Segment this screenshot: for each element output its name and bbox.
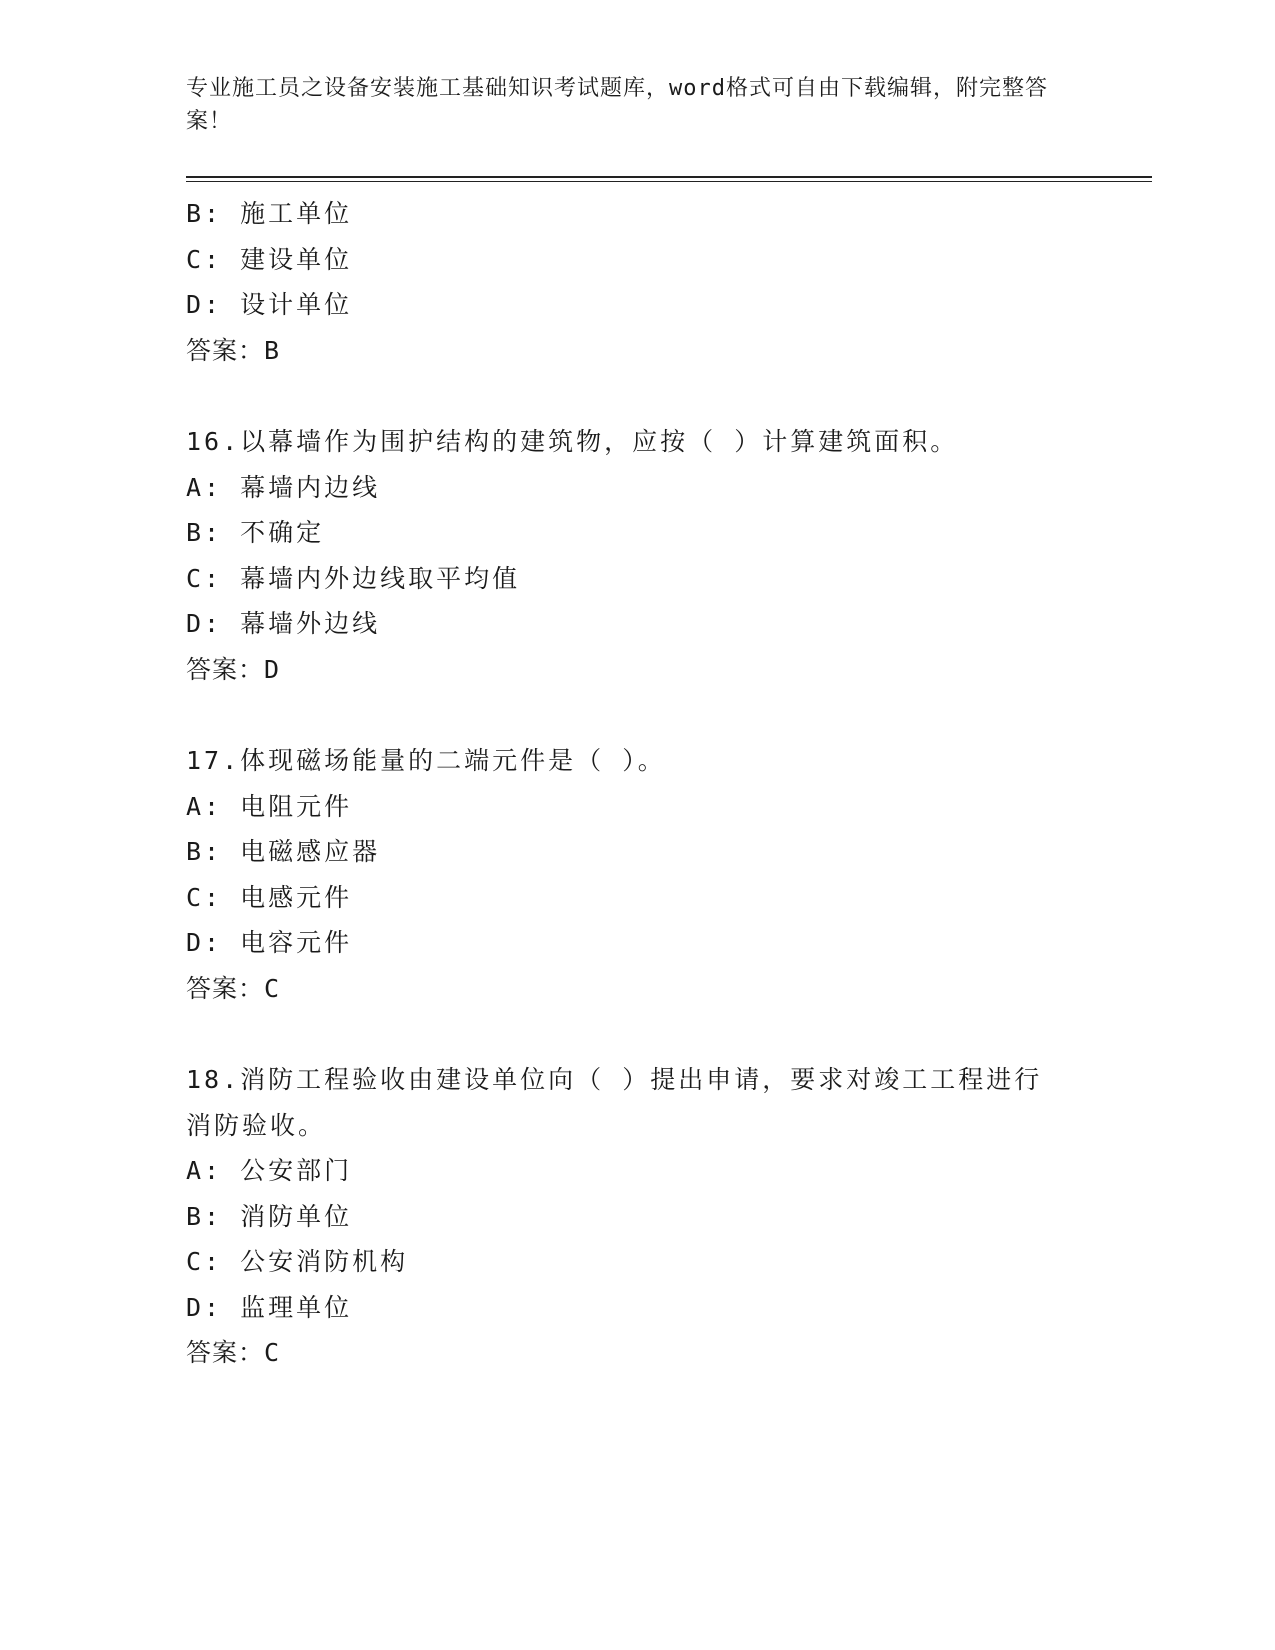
option-d: D: 设计单位 — [186, 290, 353, 319]
answer-line — [186, 328, 1086, 374]
question-stem: 16.以幕墙作为围护结构的建筑物，应按（ ）计算建筑面积。 — [186, 427, 959, 456]
option-c: C: 幕墙内外边线取平均值 — [186, 563, 521, 593]
answer-value: D — [264, 654, 281, 684]
option-b: B: 消防单位 — [186, 1201, 353, 1231]
answer-value: C — [264, 973, 281, 1003]
question-continuation — [186, 191, 1086, 373]
header-divider-thin — [186, 181, 1152, 182]
answer-value: B — [264, 335, 281, 365]
question-stem: 18.消防工程验收由建设单位向（ ）提出申请，要求对竣工工程进行消防验收。 — [186, 1065, 1043, 1140]
header-divider-thick — [186, 176, 1152, 178]
spacer — [186, 692, 1086, 738]
answer-label: 答案： — [186, 335, 265, 365]
spacer — [186, 1011, 1086, 1057]
option-c: C: 建设单位 — [186, 244, 353, 274]
answer-value: C — [264, 1338, 281, 1367]
question-stem: 17.体现磁场能量的二端元件是（ ）。 — [186, 746, 666, 775]
page-header: 专业施工员之设备安装施工基础知识考试题库，word格式可自由下载编辑，附完整答案！ — [186, 76, 1048, 134]
answer-label: 答案： — [186, 973, 265, 1003]
option-c: C: 公安消防机构 — [186, 1247, 409, 1276]
question-17 — [186, 738, 1086, 1011]
option-b: B: 施工单位 — [186, 199, 353, 228]
question-16 — [186, 419, 1086, 692]
answer-line — [186, 966, 1086, 1012]
option-d: D: 电容元件 — [186, 928, 353, 957]
question-list — [186, 191, 1086, 1376]
option-c: C: 电感元件 — [186, 882, 353, 912]
option-b: B: 电磁感应器 — [186, 837, 381, 866]
answer-line — [186, 647, 1086, 693]
option-d: D: 监理单位 — [186, 1292, 353, 1322]
option-b: B: 不确定 — [186, 518, 325, 547]
answer-line — [186, 1330, 1086, 1376]
answer-label: 答案： — [186, 1338, 265, 1367]
spacer — [186, 373, 1086, 419]
question-18 — [186, 1057, 1086, 1376]
answer-label: 答案： — [186, 654, 265, 684]
option-d: D: 幕墙外边线 — [186, 609, 381, 638]
option-a: A: 公安部门 — [186, 1156, 353, 1185]
option-a: A: 电阻元件 — [186, 791, 353, 821]
option-a: A: 幕墙内边线 — [186, 472, 381, 502]
